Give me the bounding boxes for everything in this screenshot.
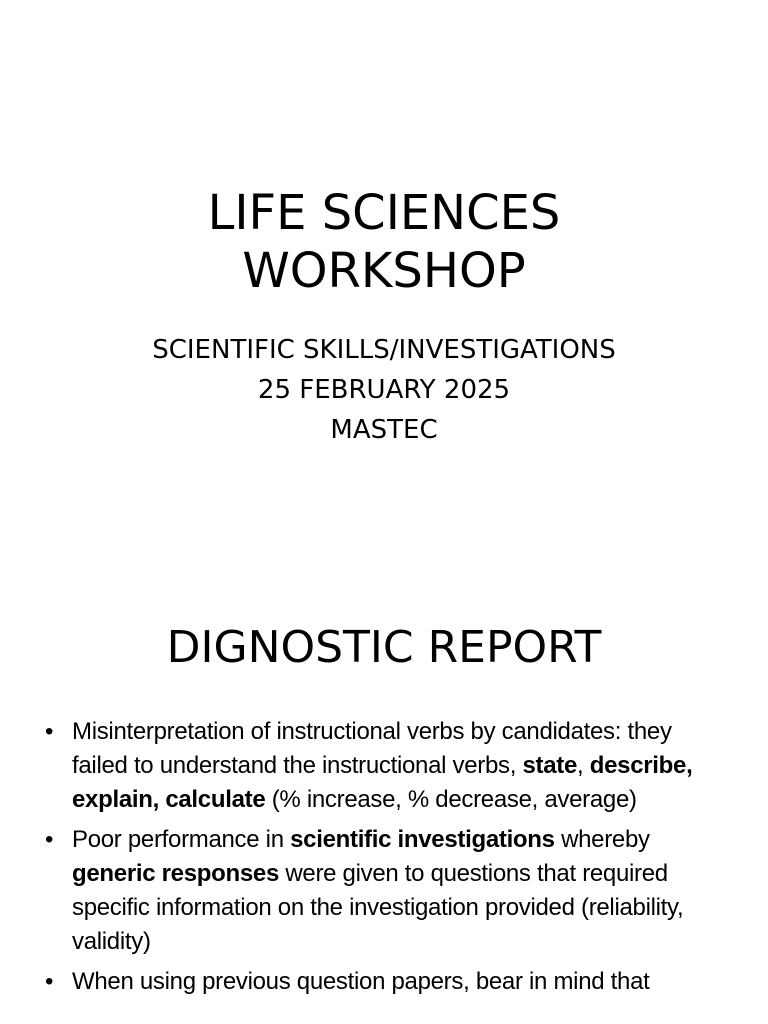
subtitle-topic: SCIENTIFIC SKILLS/INVESTIGATIONS: [152, 335, 616, 365]
bullet-item-2: • Poor performance in scientific investigations whereby generic responses were given to questions that required specific information on the investigation provided (reliability, validity): [72, 823, 732, 959]
bullet-item-1: • Misinterpretation of instructional verbs by candidates: they failed to understand the instructional verbs, state, describe, explain, calculate (% increase, % decrease, average): [72, 715, 732, 817]
title-line-1: LIFE SCIENCES: [207, 185, 561, 241]
slide-title: [0, 184, 768, 300]
bullet-dot-icon: •: [45, 718, 54, 745]
title-line-2: WORKSHOP: [242, 243, 526, 299]
bullet-item-3: • When using previous question papers, bear in mind that: [72, 965, 732, 999]
slide-subtitle: [0, 330, 768, 450]
bullet-dot-icon: •: [45, 826, 54, 853]
report-slide: [0, 576, 768, 1024]
report-title: DIGNOSTIC REPORT: [166, 622, 602, 673]
subtitle-date: 25 FEBRUARY 2025: [257, 375, 511, 405]
bullet-dot-icon: •: [45, 968, 54, 995]
report-bullet-list: [45, 715, 732, 1005]
subtitle-organisation: MASTEC: [330, 415, 438, 445]
